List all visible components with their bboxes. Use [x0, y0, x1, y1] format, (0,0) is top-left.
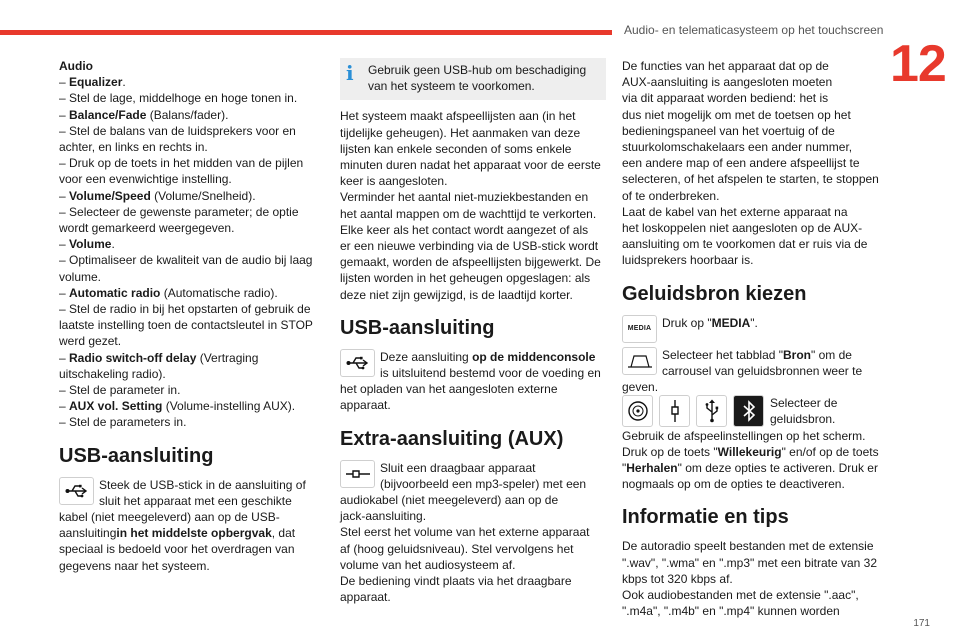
media-button-icon: MEDIA: [622, 315, 657, 343]
usb-icon: [340, 349, 375, 377]
info-icon: i: [346, 61, 354, 85]
item-aux-vol: – AUX vol. Setting (Volume-instelling AUX).: [59, 399, 296, 414]
usb-icon: [59, 477, 94, 505]
item-volume-speed: – Volume/Speed (Volume/Snelheid).: [59, 188, 256, 203]
aux-jack-icon: [340, 460, 375, 488]
usb-heading: USB-aansluiting: [59, 444, 214, 467]
tab-icon: [622, 347, 657, 375]
source-icons: [622, 395, 764, 427]
column-1: Audio – Equalizer. – Stel de lage, middelhoge en hoge tonen in. – Balance/Fade (Balans/fader). – Stel de balans van de luidsprekers voor en achter, en links en rechts in. – Druk op de toets in het midden van de pijlen voor een evenwichtige instelling. – Volume/Speed (Volume/Snelheid). – Selecteer de gewenste parameter; de optie wordt gemarkeerd weergegeven. – Volume. – Optimaliseer de kwaliteit van de audio bij laag volume. – Automatic radio (Automatische radio). – Stel de radio in bij het opstarten of gebruik de laatste instelling toen de contactsleutel in STOP werd gezet. – Radio switch-off delay (Vertraging uitschakeling radio). – Stel de parameter in. – AUX vol. Setting (Volume-instelling AUX). – Stel de parameters in. USB-aansluiting Steek de USB-stick in de aansluiting of sluit het apparaat met een geschikte kabel (niet meegeleverd) aan op de USB- aansluitingin het middelste opbergvak, dat speciaal is bedoeld voor het overdragen van gegevens naar het systeem.: [59, 58, 325, 574]
header-title: Audio- en telematicasysteem op het touchscreen: [624, 23, 884, 37]
source-heading: Geluidsbron kiezen: [622, 282, 807, 305]
item-balance: – Balance/Fade (Balans/fader).: [59, 107, 229, 122]
bluetooth-icon: [733, 395, 764, 427]
usb-vertical-icon: [696, 395, 727, 427]
info-note: i Gebruik geen USB-hub om beschadiging van het systeem te voorkomen.: [340, 58, 606, 100]
aux-jack-vertical-icon: [659, 395, 690, 427]
column-3: De functies van het apparaat dat op de AUX-aansluiting is aangesloten moeten via dit apparaat worden bediend: het is dus niet mogelijk om met de toetsen op het bedieningspaneel van het voertuig of de stuurkolomschakelaars een ander nummer, een andere map of een andere afspeellijst te selecteren, of het afspelen te starten, te stoppen of te onderbreken. Laat de kabel van het externe apparaat na het loskoppelen niet aangesloten op de AUX- aansluiting om te voorkomen dat er ruis via de luidsprekers hoorbaar is. Geluidsbron kiezen MEDIA Druk op "MEDIA". Selecteer het tabblad "Bron" om de carrousel van geluidsbronnen weer te geven. Selecteer de geluidsbron. Gebruik de afspeelinstellingen op het scherm. Druk op de toets "Willekeurig" en/of op de toets "Herhalen" om deze opties te activeren. Druk er nogmaals op om de opties te deactiveren. Informatie en tips De autoradio speelt bestanden met de extensie ".wav", ".wma" en ".mp3" met een bitrate van 32 kbps tot 320 kbps af. Ook audiobestanden met de extensie ".aac", ".m4a", ".m4b" en ".mp4" kunnen worden: [622, 58, 888, 619]
item-automatic-radio: – Automatic radio (Automatische radio).: [59, 285, 278, 300]
item-volume: – Volume.: [59, 237, 115, 252]
chapter-number: 12: [890, 35, 946, 93]
cd-icon: [622, 395, 653, 427]
item-equalizer: – Equalizer.: [59, 75, 126, 90]
item-radio-switch-off: – Radio switch-off delay (Vertraging: [59, 350, 259, 365]
audio-heading: Audio: [59, 59, 93, 73]
page-number: 171: [913, 618, 930, 629]
usb-heading-2: USB-aansluiting: [340, 316, 495, 339]
column-2: i Gebruik geen USB-hub om beschadiging van het systeem te voorkomen. Het systeem maakt afspeellijsten aan (in het tijdelijke geheugen). Het aanmaken van deze lijsten kan enkele seconden of soms enkele minuten duren nadat het apparaat voor de eerste keer is aangesloten. Verminder het aantal niet-muziekbestanden en het aantal mappen om de wachttijd te verkorten. Elke keer als het contact wordt aangezet of als er een nieuwe verbinding via de USB-stick wordt gemaakt, worden de afspeellijsten bijgewerkt. De lijsten worden in het geheugen opgeslagen: als deze niet zijn gewijzigd, is de laadtijd korter. USB-aansluiting Deze aansluiting op de middenconsole is uitsluitend bestemd voor de voeding en het opladen van het aangesloten externe apparaat. Extra-aansluiting (AUX) Sluit een draagbaar apparaat (bijvoorbeeld een mp3-speler) met een audiokabel (niet meegeleverd) aan op de jack-aansluiting. Stel eerst het volume van het externe apparaat af (hoog geluidsniveau). Stel vervolgens het volume van het audiosysteem af. De bediening vindt plaats via het draagbare apparaat.: [340, 58, 606, 605]
top-accent-bar: [0, 30, 612, 35]
info-heading: Informatie en tips: [622, 506, 789, 529]
aux-heading: Extra-aansluiting (AUX): [340, 427, 564, 450]
